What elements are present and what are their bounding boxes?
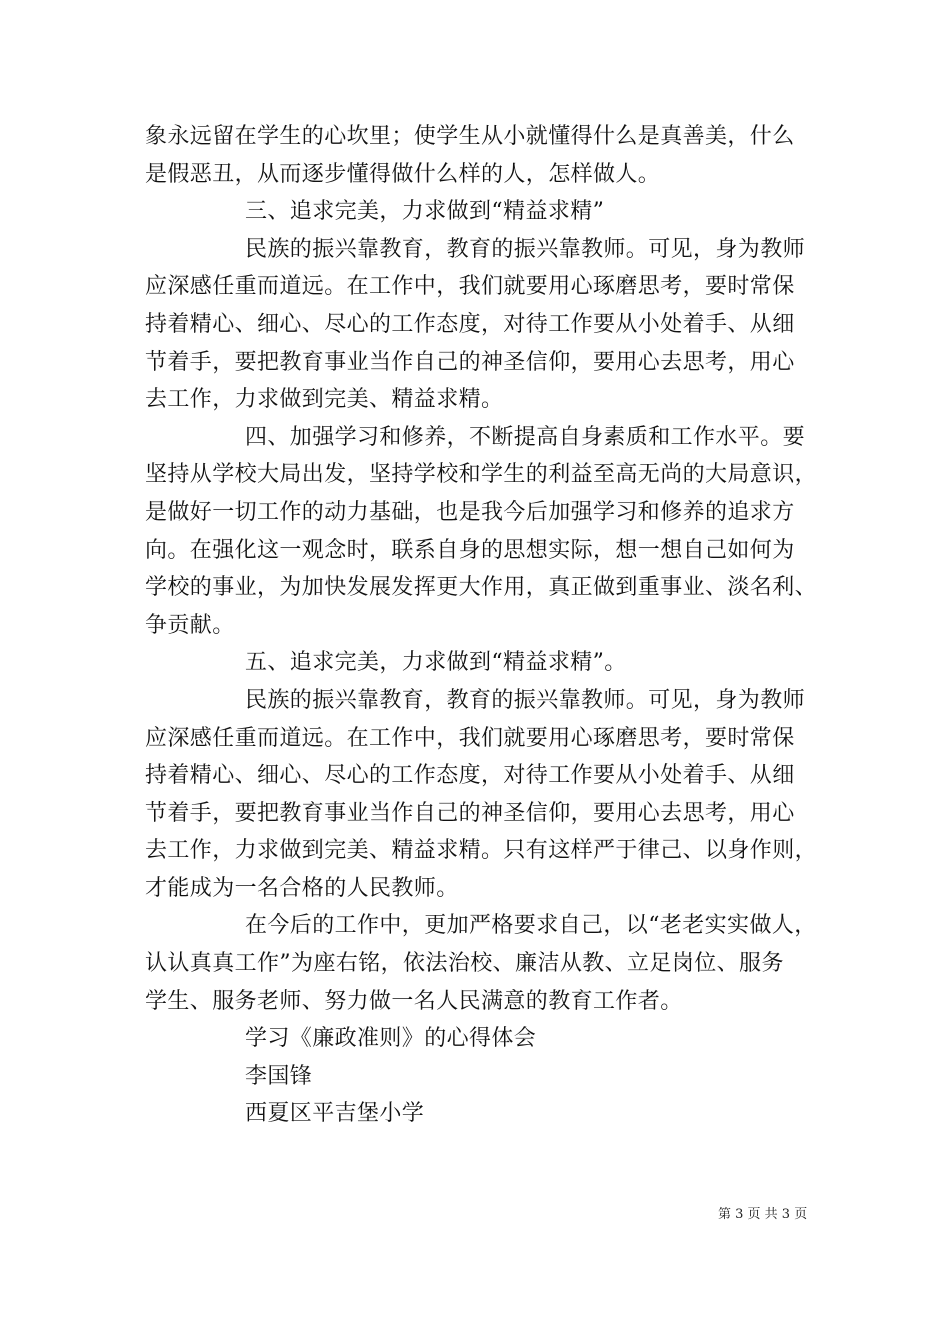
text-line: 节着手，要把教育事业当作自己的神圣信仰，要用心去思考，用心 <box>145 349 795 375</box>
body-text <box>145 118 825 1133</box>
text-line: 认认真真工作”为座右铭，依法治校、廉洁从教、立足岗位、服务 <box>145 951 784 977</box>
text-line: 争贡献。 <box>145 612 235 638</box>
author-school: 西夏区平吉堡小学 <box>245 1101 425 1127</box>
text-line: 民族的振兴靠教育，教育的振兴靠教师。可见，身为教师 <box>245 687 806 713</box>
section-heading: 四、加强学习和修养，不断提高自身素质和工作水平。要 <box>245 424 806 450</box>
text-line: 学生、服务老师、努力做一名人民满意的教育工作者。 <box>145 988 683 1014</box>
text-line: 去工作，力求做到完美、精益求精。只有这样严于律己、以身作则， <box>145 838 818 864</box>
text-line: 在今后的工作中，更加严格要求自己，以“老老实实做人， <box>245 913 817 939</box>
text-line: 应深感任重而道远。在工作中，我们就要用心琢磨思考，要时常保 <box>145 725 795 751</box>
text-line: 学校的事业，为加快发展发挥更大作用，真正做到重事业、淡名利、 <box>145 575 818 601</box>
text-line: 应深感任重而道远。在工作中，我们就要用心琢磨思考，要时常保 <box>145 274 795 300</box>
text-line: 持着精心、细心、尽心的工作态度，对待工作要从小处着手、从细 <box>145 311 795 337</box>
document-title: 学习《廉政准则》的心得体会 <box>245 1026 537 1052</box>
text-line: 是做好一切工作的动力基础，也是我今后加强学习和修养的追求方 <box>145 499 795 525</box>
page-number: 第 3 页 共 3 页 <box>718 1207 808 1222</box>
section-heading: 三、追求完美，力求做到“精益求精” <box>245 199 605 225</box>
text-line: 才能成为一名合格的人民教师。 <box>145 875 459 901</box>
text-line: 坚持从学校大局出发，坚持学校和学生的利益至高无尚的大局意识， <box>145 462 818 488</box>
text-line: 去工作，力求做到完美、精益求精。 <box>145 387 504 413</box>
text-line: 节着手，要把教育事业当作自己的神圣信仰，要用心去思考，用心 <box>145 800 795 826</box>
text-line: 持着精心、细心、尽心的工作态度，对待工作要从小处着手、从细 <box>145 763 795 789</box>
text-line: 象永远留在学生的心坎里；使学生从小就懂得什么是真善美，什么 <box>145 124 795 149</box>
section-heading: 五、追求完美，力求做到“精益求精”。 <box>245 650 627 676</box>
text-line: 是假恶丑，从而逐步懂得做什么样的人，怎样做人。 <box>145 161 661 187</box>
text-line: 向。在强化这一观念时，联系自身的思想实际，想一想自己如何为 <box>145 537 795 563</box>
text-line: 民族的振兴靠教育，教育的振兴靠教师。可见，身为教师 <box>245 236 806 262</box>
author-name: 李国锋 <box>245 1063 313 1089</box>
